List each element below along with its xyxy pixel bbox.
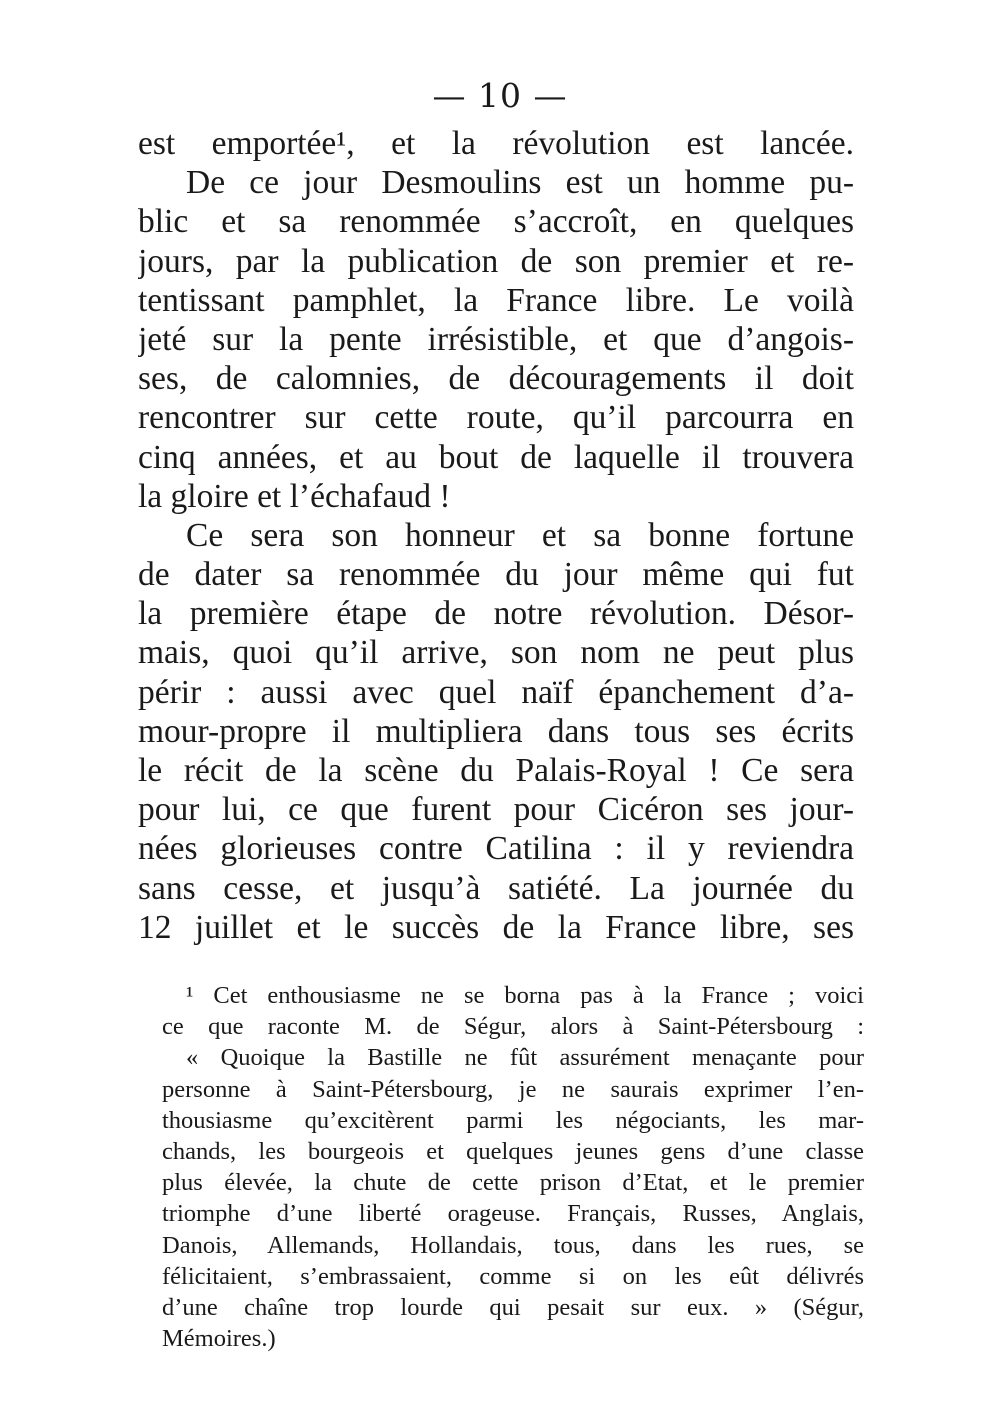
text-line: mais, quoi qu’il arrive, son nom ne peut plus [138,634,854,672]
footnote-line: « Quoique la Bastille ne fût assurément menaçante pour [186,1044,864,1072]
text-line: 12 juillet et le succès de la France libre, ses [138,908,854,946]
footnote-line: thousiasme qu’excitèrent parmi les négociants, les mar- [162,1106,864,1134]
text-line: la première étape de notre révolution. Désor- [138,595,854,633]
text-line: tentissant pamphlet, la France libre. Le voilà [138,281,854,319]
main-text [138,124,854,947]
footnote-line: ce que raconte M. de Ségur, alors à Saint-Pétersbourg : [162,1013,864,1041]
footnote-line: d’une chaîne trop lourde qui pesait sur eux. » (Ségur, [162,1293,864,1321]
footnote-line: Danois, Allemands, Hollandais, tous, dans les rues, se [162,1231,864,1259]
text-line: est emportée¹, et la révolution est lancée. [138,125,854,162]
page-number: — 10 — [432,76,568,115]
text-line: le récit de la scène du Palais-Royal ! Ce sera [138,752,854,789]
footnote-line: Mémoires.) [162,1325,276,1353]
footnote-line: chands, les bourgeois et quelques jeunes gens d’une classe [162,1137,864,1165]
text-line: nées glorieuses contre Catilina : il y reviendra [138,830,854,868]
text-line: pour lui, ce que furent pour Cicéron ses jour- [138,791,854,829]
text-line: jours, par la publication de son premier et re- [138,242,854,280]
text-line: De ce jour Desmoulins est un homme pu- [186,164,854,202]
text-line: de dater sa renommée du jour même qui fut [138,556,854,594]
text-line: cinq années, et au bout de laquelle il trouvera [138,438,854,476]
footnote-line: plus élevée, la chute de cette prison d’Etat, et le premier [162,1169,864,1197]
text-line: rencontrer sur cette route, qu’il parcourra en [138,399,854,437]
text-line: blic et sa renommée s’accroît, en quelques [138,203,854,241]
text-line: mour-propre il multipliera dans tous ses écrits [138,712,854,750]
text-line: la gloire et l’échafaud ! [138,477,451,515]
text-line: ses, de calomnies, de découragements il doit [138,360,854,398]
text-line: sans cesse, et jusqu’à satiété. La journée du [138,869,854,907]
footnote-line: personne à Saint-Pétersbourg, je ne saurais exprimer l’en- [162,1075,864,1103]
text-line: Ce sera son honneur et sa bonne fortune [186,516,854,554]
footnote [162,980,864,1354]
footnote-line: félicitaient, s’embrassaient, comme si on les eût délivrés [162,1262,864,1290]
footnote-line: triomphe d’une liberté orageuse. Français, Russes, Anglais, [162,1200,864,1228]
text-line: jeté sur la pente irrésistible, et que d’angois- [138,320,854,358]
text-line: périr : aussi avec quel naïf épanchement d’a- [138,673,854,711]
footnote-line: ¹ Cet enthousiasme ne se borna pas à la France ; voici [186,982,864,1009]
